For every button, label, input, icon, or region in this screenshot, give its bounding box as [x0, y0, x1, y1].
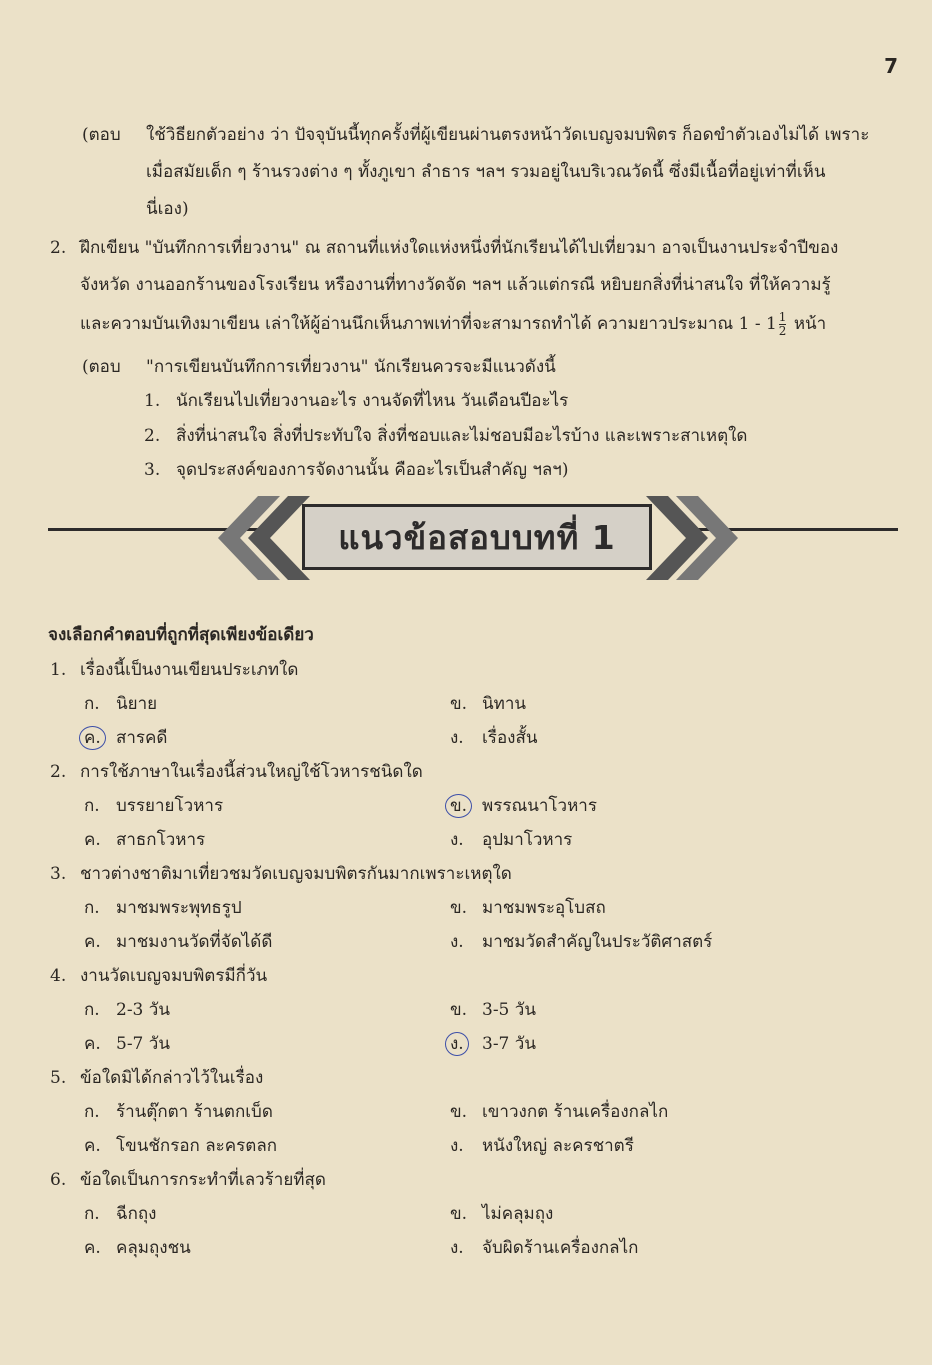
answer2-text: "การเขียนบันทึกการเที่ยวงาน" นักเรียนควรจะมีแนวดังนี้: [146, 357, 556, 377]
answer1-line2: เมื่อสมัยเด็ก ๆ ร้านรวงต่าง ๆ ทั้งภูเขา ลำธาร ฯลฯ รวมอยู่ในบริเวณวัดนี้ ซึ่งมีเนื้อที่อยู่เท่าที่เห็น: [146, 162, 826, 182]
option-b-text: พรรณนาโวหาร: [482, 796, 597, 816]
option-a-letter: [84, 891, 100, 925]
option-d-text: หนังใหญ่ ละครชาตรี: [482, 1136, 634, 1156]
option-b-circled-mark: ข.: [445, 794, 472, 818]
section-banner: [48, 496, 898, 588]
question-number: 4.: [50, 966, 67, 986]
q2-line2: จังหวัด งานออกร้านของโรงเรียน หรืองานที่ทางวัดจัด ฯลฯ แล้วแต่กรณี หยิบยกสิ่งที่น่าสนใจ ที่ให้ความรู้: [80, 275, 831, 295]
banner-chevron-left-icon: [218, 496, 310, 580]
option-d-letter-text: ง.: [450, 1238, 464, 1258]
option-b-letter: [450, 993, 467, 1027]
option-b-letter: [450, 687, 467, 721]
option-d-letter-text: ง.: [450, 728, 464, 748]
option-d-text: เรื่องสั้น: [482, 728, 538, 748]
banner-chevron-right-icon: [646, 496, 738, 580]
option-d-text: 3-7 วัน: [482, 1034, 536, 1054]
q2-number: 2.: [50, 238, 67, 258]
option-d-letter-text: ง.: [450, 830, 464, 850]
option-b-text: ไม่คลุมถุง: [482, 1204, 554, 1224]
option-c-circled-mark: ค.: [79, 726, 106, 750]
option-c-text: สารคดี: [116, 728, 168, 748]
option-b-text: เขาวงกต ร้านเครื่องกลไก: [482, 1102, 669, 1122]
q2-line3-text: และความบันเทิงมาเขียน เล่าให้ผู้อ่านนึกเห็นภาพเท่าที่จะสามารถทำได้ ความยาวประมาณ 1 - 1: [80, 314, 777, 334]
q2-line3: [80, 307, 826, 341]
answer2-item-2-num: 2.: [144, 426, 161, 446]
option-d-text: อุปมาโวหาร: [482, 830, 573, 850]
question-text: งานวัดเบญจมบพิตรมีกี่วัน: [80, 966, 268, 986]
option-d-letter: [450, 1027, 469, 1061]
answer2-label: (ตอบ: [82, 357, 121, 377]
option-c-letter: [84, 925, 101, 959]
option-a-letter: [84, 687, 100, 721]
option-b-letter: [450, 891, 467, 925]
question-text: การใช้ภาษาในเรื่องนี้ส่วนใหญ่ใช้โวหารชนิดใด: [80, 762, 423, 782]
banner-title: แนวข้อสอบบทที่ 1: [338, 517, 616, 557]
option-a-letter: [84, 1197, 100, 1231]
option-b-letter-text: ข.: [450, 898, 468, 918]
option-c-letter-text: ค.: [84, 1136, 101, 1156]
option-c-letter: [84, 1027, 101, 1061]
question-number: 3.: [50, 864, 67, 884]
option-c-text: สาธกโวหาร: [116, 830, 206, 850]
option-c-text: คลุมถุงชน: [116, 1238, 191, 1258]
fraction-numerator: 1: [778, 310, 787, 324]
answer2-item-3-num: 3.: [144, 460, 161, 480]
option-a-letter-text: ก.: [84, 796, 100, 816]
option-d-letter: [450, 1129, 464, 1163]
option-a-text: ร้านตุ๊กตา ร้านตกเบ็ด: [116, 1102, 273, 1122]
option-d-letter: [450, 925, 464, 959]
option-d-circled-mark: ง.: [445, 1032, 469, 1056]
option-d-text: จับผิดร้านเครื่องกลไก: [482, 1238, 639, 1258]
option-b-letter-text: ข.: [450, 1102, 468, 1122]
question-text: เรื่องนี้เป็นงานเขียนประเภทใด: [80, 660, 299, 680]
option-d-text: มาชมวัดสำคัญในประวัติศาสตร์: [482, 932, 713, 952]
option-b-text: นิทาน: [482, 694, 526, 714]
instruction: จงเลือกคำตอบที่ถูกที่สุดเพียงข้อเดียว: [48, 625, 314, 645]
answer1-line3: นี่เอง): [146, 199, 189, 219]
option-a-letter-text: ก.: [84, 1000, 100, 1020]
option-b-letter: [450, 789, 472, 823]
option-c-letter-text: ค.: [84, 1238, 101, 1258]
option-c-letter: [84, 823, 101, 857]
option-c-letter-text: ค.: [84, 830, 101, 850]
answer1-line1: ใช้วิธียกตัวอย่าง ว่า ปัจจุบันนี้ทุกครั้งที่ผู้เขียนผ่านตรงหน้าวัดเบญจมบพิตร ก็อดขำตัวเองไม่ได้ เพราะ: [146, 125, 870, 145]
option-d-letter-text: ง.: [450, 1136, 464, 1156]
option-c-letter: [84, 1231, 101, 1265]
answer2-item-3: จุดประสงค์ของการจัดงานนั้น คืออะไรเป็นสำคัญ ฯลฯ): [176, 460, 569, 480]
option-c-text: มาชมงานวัดที่จัดได้ดี: [116, 932, 273, 952]
answer2-item-1-num: 1.: [144, 391, 161, 411]
question-text: ข้อใดมิได้กล่าวไว้ในเรื่อง: [80, 1068, 264, 1088]
option-b-text: มาชมพระอุโบสถ: [482, 898, 606, 918]
question-number: 2.: [50, 762, 67, 782]
option-a-letter: [84, 789, 100, 823]
question-number: 6.: [50, 1170, 67, 1190]
option-a-letter: [84, 993, 100, 1027]
option-b-text: 3-5 วัน: [482, 1000, 536, 1020]
option-c-text: 5-7 วัน: [116, 1034, 170, 1054]
option-a-text: 2-3 วัน: [116, 1000, 170, 1020]
option-a-text: ฉีกถุง: [116, 1204, 157, 1224]
option-d-letter: [450, 1231, 464, 1265]
option-a-text: บรรยายโวหาร: [116, 796, 224, 816]
option-c-letter-text: ค.: [84, 1034, 101, 1054]
answer1-label: (ตอบ: [82, 125, 121, 145]
option-c-letter: [84, 721, 106, 755]
answer2-item-1: นักเรียนไปเที่ยวงานอะไร งานจัดที่ไหน วันเดือนปีอะไร: [176, 391, 569, 411]
answer2-item-2: สิ่งที่น่าสนใจ สิ่งที่ประทับใจ สิ่งที่ชอบและไม่ชอบมีอะไรบ้าง และเพราะสาเหตุใด: [176, 426, 748, 446]
option-b-letter: [450, 1197, 467, 1231]
fraction-denominator: 2: [778, 324, 787, 338]
option-a-text: มาชมพระพุทธรูป: [116, 898, 242, 918]
option-a-letter-text: ก.: [84, 1102, 100, 1122]
option-d-letter: [450, 721, 464, 755]
option-c-text: โขนชักรอก ละครตลก: [116, 1136, 278, 1156]
question-number: 5.: [50, 1068, 67, 1088]
banner-title-box: [302, 504, 652, 570]
option-a-letter-text: ก.: [84, 694, 100, 714]
question-text: ข้อใดเป็นการกระทำที่เลวร้ายที่สุด: [80, 1170, 326, 1190]
question-text: ชาวต่างชาติมาเที่ยวชมวัดเบญจมบพิตรกันมากเพราะเหตุใด: [80, 864, 512, 884]
option-d-letter-text: ง.: [450, 932, 464, 952]
option-b-letter-text: ข.: [450, 1204, 468, 1224]
fraction: [779, 311, 787, 338]
question-number: 1.: [50, 660, 67, 680]
option-a-letter-text: ก.: [84, 1204, 100, 1224]
option-a-letter: [84, 1095, 100, 1129]
option-a-letter-text: ก.: [84, 898, 100, 918]
option-a-text: นิยาย: [116, 694, 158, 714]
option-d-letter: [450, 823, 464, 857]
q2-line1: ฝึกเขียน "บันทึกการเที่ยวงาน" ณ สถานที่แห่งใดแห่งหนึ่งที่นักเรียนได้ไปเที่ยวมา อาจเป็นงานประจำปีของ: [80, 238, 839, 258]
option-c-letter-text: ค.: [84, 932, 101, 952]
option-b-letter: [450, 1095, 467, 1129]
option-b-letter-text: ข.: [450, 1000, 468, 1020]
option-b-letter-text: ข.: [450, 694, 468, 714]
option-c-letter: [84, 1129, 101, 1163]
q2-line3-unit: หน้า: [788, 314, 827, 334]
page-number: 7: [884, 54, 898, 78]
